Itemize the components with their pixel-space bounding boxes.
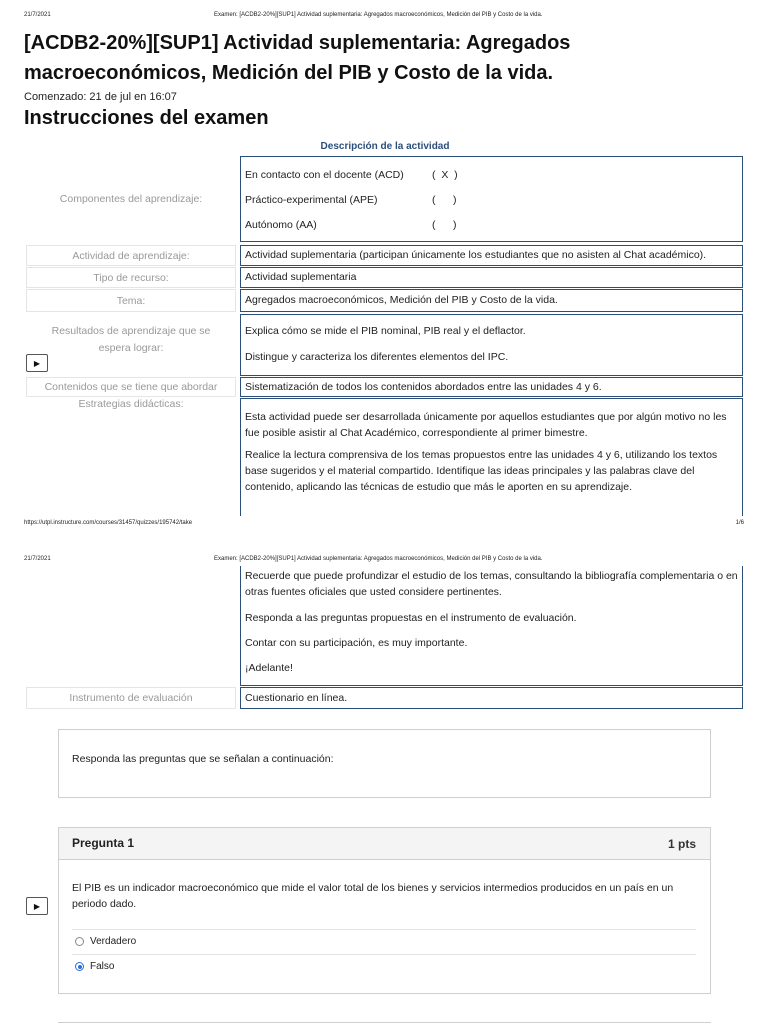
strategies-cell-continued — [240, 566, 743, 686]
instruction-box — [58, 729, 711, 798]
answer-option-falso[interactable] — [72, 954, 696, 979]
activity-label: Actividad de aprendizaje: — [26, 245, 236, 266]
question-card — [58, 827, 711, 994]
next-question-top-edge — [58, 1022, 711, 1023]
question-header — [59, 828, 710, 860]
print-header-date: 21/7/2021 — [24, 12, 51, 18]
started-timestamp: Comenzado: 21 de jul en 16:07 — [24, 91, 177, 103]
resource-label: Tipo de recurso: — [26, 267, 236, 288]
component-row — [245, 192, 738, 217]
result-item: Distingue y caracteriza los diferentes elementos del IPC. — [245, 351, 509, 363]
results-label: Resultados de aprendizaje que se espera lograr: — [51, 325, 211, 354]
component-mark: ( X ) — [432, 169, 458, 181]
answer-label[interactable]: Verdadero — [90, 936, 137, 947]
quiz-title: [ACDB2-20%][SUP1] Actividad suplementaria: Agregados macroeconómicos, Medición del PIB y Costo de la vida. — [24, 32, 571, 84]
topic-value: Agregados macroeconómicos, Medición del PIB y Costo de la vida. — [240, 289, 743, 312]
contents-value: Sistematización de todos los contenidos abordados entre las unidades 4 y 6. — [240, 377, 743, 397]
instruction-text: Responda las preguntas que se señalan a continuación: — [72, 753, 334, 765]
activity-value: Actividad suplementaria (participan únicamente los estudiantes que no asisten al Chat académico). — [240, 245, 743, 266]
question-title: Pregunta 1 — [72, 836, 135, 850]
strategy-paragraph: Responda a las preguntas propuestas en el instrumento de evaluación. — [245, 612, 577, 624]
component-mark: ( ) — [432, 219, 457, 231]
component-text: Autónomo (AA) — [245, 219, 317, 231]
instrument-value: Cuestionario en línea. — [240, 687, 743, 709]
play-button[interactable]: ▶ — [26, 354, 48, 372]
component-row — [245, 217, 738, 242]
result-item: Explica cómo se mide el PIB nominal, PIB real y el deflactor. — [245, 325, 526, 337]
resource-value: Actividad suplementaria — [240, 267, 743, 288]
topic-label: Tema: — [26, 289, 236, 312]
strategy-paragraph: Recuerde que puede profundizar el estudio de los temas, consultando la bibliografía complementaria o en otras fuentes oficiales que usted considere pertinentes. — [245, 570, 738, 598]
answer-label[interactable]: Falso — [90, 961, 115, 972]
component-row — [245, 167, 738, 192]
strategies-cell — [240, 398, 743, 516]
radio-unselected-icon[interactable] — [75, 937, 84, 946]
instrument-label: Instrumento de evaluación — [26, 687, 236, 709]
print-header-date: 21/7/2021 — [24, 556, 51, 562]
contents-label: Contenidos que se tiene que abordar — [26, 377, 236, 397]
component-mark: ( ) — [432, 194, 457, 206]
results-cell — [240, 314, 743, 376]
question-text: El PIB es un indicador macroeconómico que mide el valor total de los bienes y servicios intermedios producidos en un país en un periodo dado. — [72, 882, 674, 910]
print-header-title: Examen: [ACDB2-20%][SUP1] Actividad suplementaria: Agregados macroeconómicos, Medición del PIB y Costo de la vida. — [214, 12, 543, 18]
strategies-label: Estrategias didácticas: — [78, 398, 184, 410]
strategy-paragraph: Realice la lectura comprensiva de los temas propuestos entre las unidades 4 y 6, utilizando los textos base sugeridos y el material compartido. Identifique las ideas principales y las palabras clave del contenido, aplicando las técnicas de estudio que más le aporten en su aprendizaje. — [245, 449, 718, 493]
strategy-paragraph: Esta actividad puede ser desarrollada únicamente por aquellos estudiantes que por algún motivo no les fue posible asistir al Chat Académico, correspondiente al primer bimestre. — [245, 411, 727, 439]
answer-option-verdadero[interactable] — [72, 929, 696, 954]
print-footer-url: https://utpl.instructure.com/courses/31457/quizzes/195742/take — [24, 520, 193, 526]
instructions-heading: Instrucciones del examen — [24, 107, 269, 129]
print-header-title: Examen: [ACDB2-20%][SUP1] Actividad suplementaria: Agregados macroeconómicos, Medición del PIB y Costo de la vida. — [214, 556, 543, 562]
radio-selected-icon[interactable] — [75, 962, 84, 971]
components-label: Componentes del aprendizaje: — [59, 193, 203, 205]
component-text: En contacto con el docente (ACD) — [245, 169, 404, 181]
strategy-paragraph: ¡Adelante! — [245, 662, 293, 674]
play-button[interactable]: ▶ — [26, 897, 48, 915]
component-text: Práctico-experimental (APE) — [245, 194, 378, 206]
print-footer-page: 1/6 — [735, 520, 744, 526]
components-cell — [240, 156, 743, 242]
strategy-paragraph: Contar con su participación, es muy importante. — [245, 637, 468, 649]
table-caption: Descripción de la actividad — [320, 141, 450, 152]
question-points: 1 pts — [667, 837, 696, 851]
